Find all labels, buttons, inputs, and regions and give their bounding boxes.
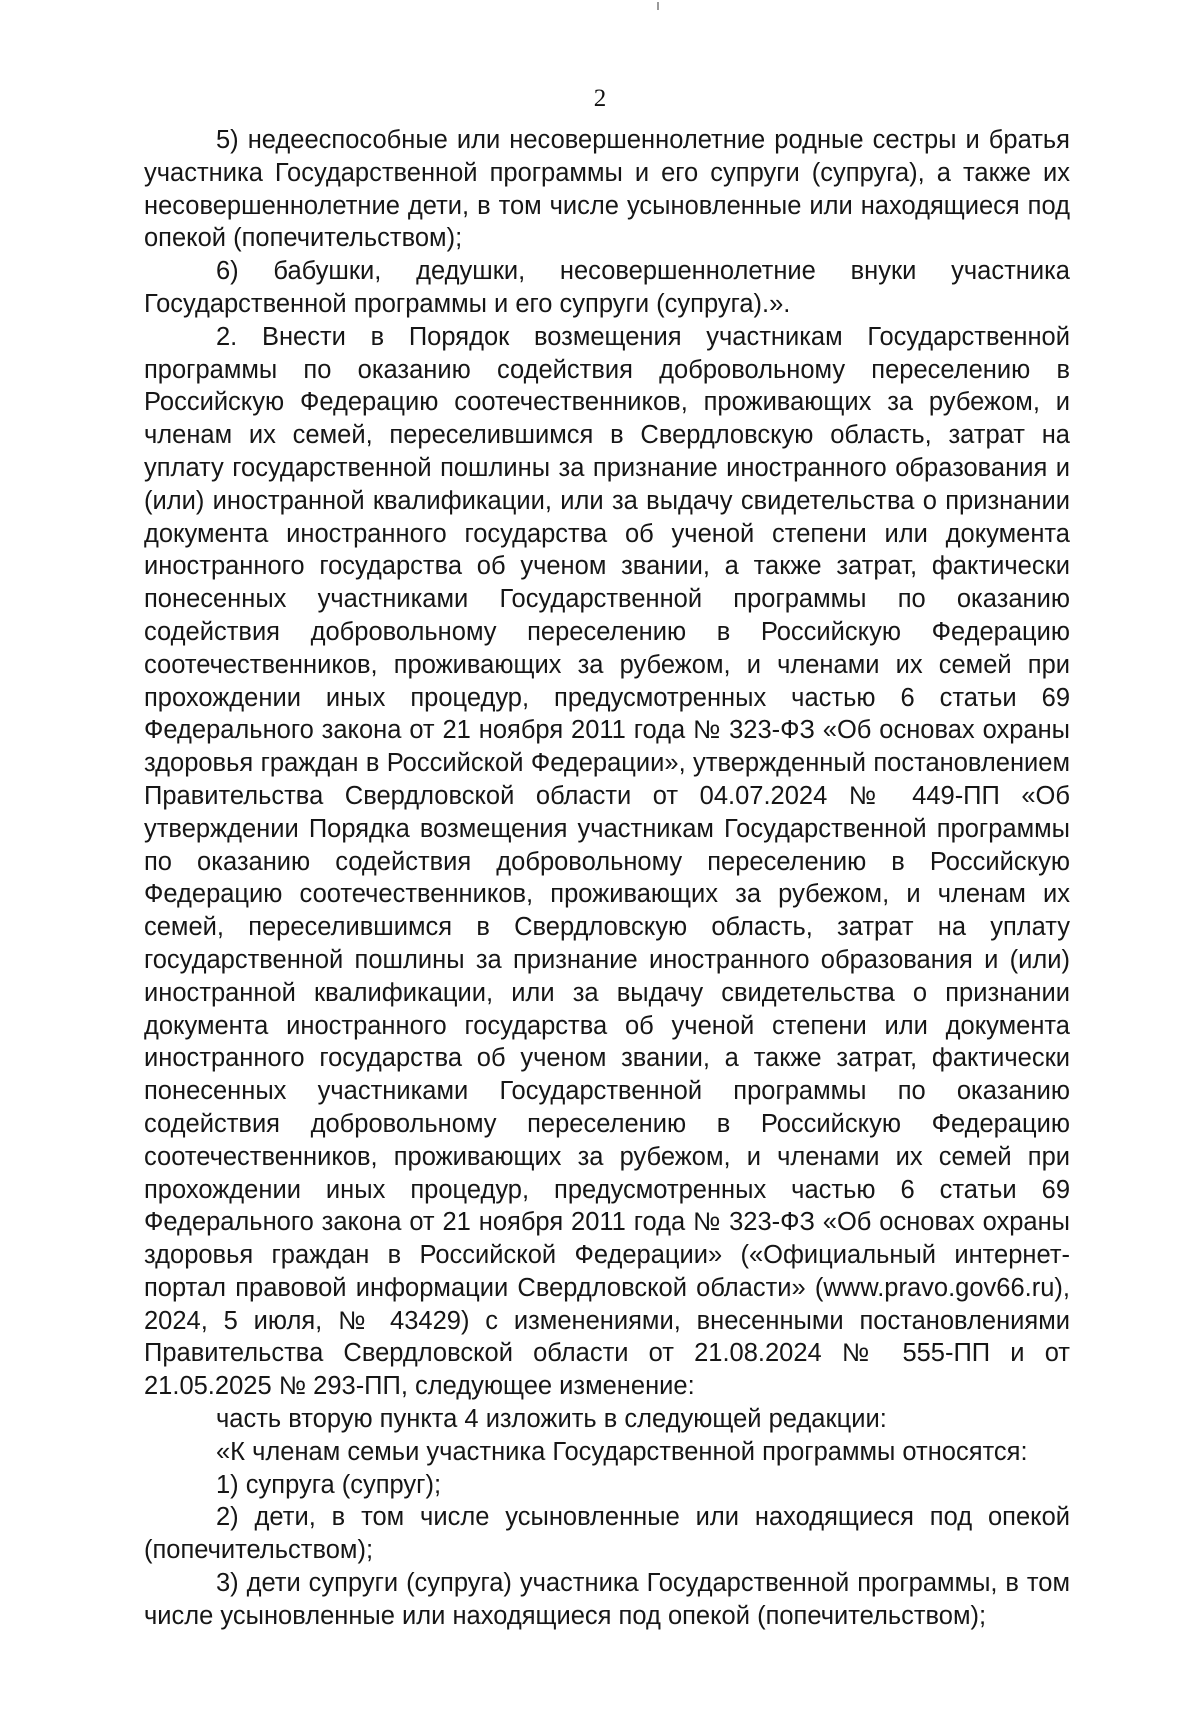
document-body bbox=[144, 124, 1070, 1633]
scan-artifact bbox=[657, 2, 659, 10]
paragraph-item-5: 5) недееспособные или несовершеннолетние родные сестры и братья участника Государственной программы и его супруги (супруга), а также их несовершеннолетние дети, в том числе усыновленные или находящиеся под опекой (попечительством); bbox=[144, 126, 1070, 253]
paragraph-item-2: 2) дети, в том числе усыновленные или находящиеся под опекой (попечительством); bbox=[144, 1503, 1070, 1565]
paragraph-item-6: 6) бабушки, дедушки, несовершеннолетние внуки участника Государственной программы и его супруги (супруга).». bbox=[144, 257, 1070, 318]
paragraph-item-3: 3) дети супруги (супруга) участника Государственной программы, в том числе усыновленные или находящиеся под опекой (попечительством); bbox=[144, 1569, 1070, 1630]
page-number: 2 bbox=[593, 85, 607, 112]
paragraph-item-1: 1) супруга (супруг); bbox=[216, 1470, 442, 1499]
paragraph-part-two-instruction: часть вторую пункта 4 изложить в следующей редакции: bbox=[216, 1405, 887, 1434]
paragraph-point-2: 2. Внести в Порядок возмещения участникам Государственной программы по оказанию содействия добровольному переселению в Российскую Федерацию соотечественников, проживающих за рубежом, и членам их семей, переселившимся в Свердловскую область, затрат на уплату государственной пошлины за признание иностранного образования и (или) иностранной квалификации, или за выдачу свидетельства о признании документа иностранного государства об ученой степени или документа иностранного государства об ученом звании, а также затрат, фактически понесенных участниками Государственной программы по оказанию содействия добровольному переселению в Российскую Федерацию соотечественников, проживающих за рубежом, и членами их семей при прохождении иных процедур, предусмотренных частью 6 статьи 69 Федерального закона от 21 ноября 2011 года № 323-ФЗ «Об основах охраны здоровья граждан в Российской Федерации», утвержденный постановлением Правительства Свердловской области от 04.07.2024 № 449-ПП «Об утверждении Порядка возмещения участникам Государственной программы по оказанию содействия добровольному переселению в Российскую Федерацию соотечественников, проживающих за рубежом, и членам их семей, переселившимся в Свердловскую область, затрат на уплату государственной пошлины за признание иностранного образования и (или) иностранной квалификации, или за выдачу свидетельства о признании документа иностранного государства об ученой степени или документа иностранного государства об ученом звании, а также затрат, фактически понесенных участниками Государственной программы по оказанию содействия добровольному переселению в Российскую Федерацию соотечественников, проживающих за рубежом, и членами их семей при прохождении иных процедур, предусмотренных частью 6 статьи 69 Федерального закона от 21 ноября 2011 года № 323-ФЗ «Об основах охраны здоровья граждан в Российской Федерации» («Официальный интернет-портал правовой информации Свердловской области» (www.pravo.gov66.ru), 2024, 5 июля, № 43429) с изменениями, внесенными постановлениями Правительства Свердловской области от 21.08.2024 № 555-ПП и от 21.05.2025 № 293-ПП, следующее изменение: bbox=[144, 322, 1070, 1401]
paragraph-family-members-intro: «К членам семьи участника Государственной программы относятся: bbox=[216, 1437, 1028, 1466]
